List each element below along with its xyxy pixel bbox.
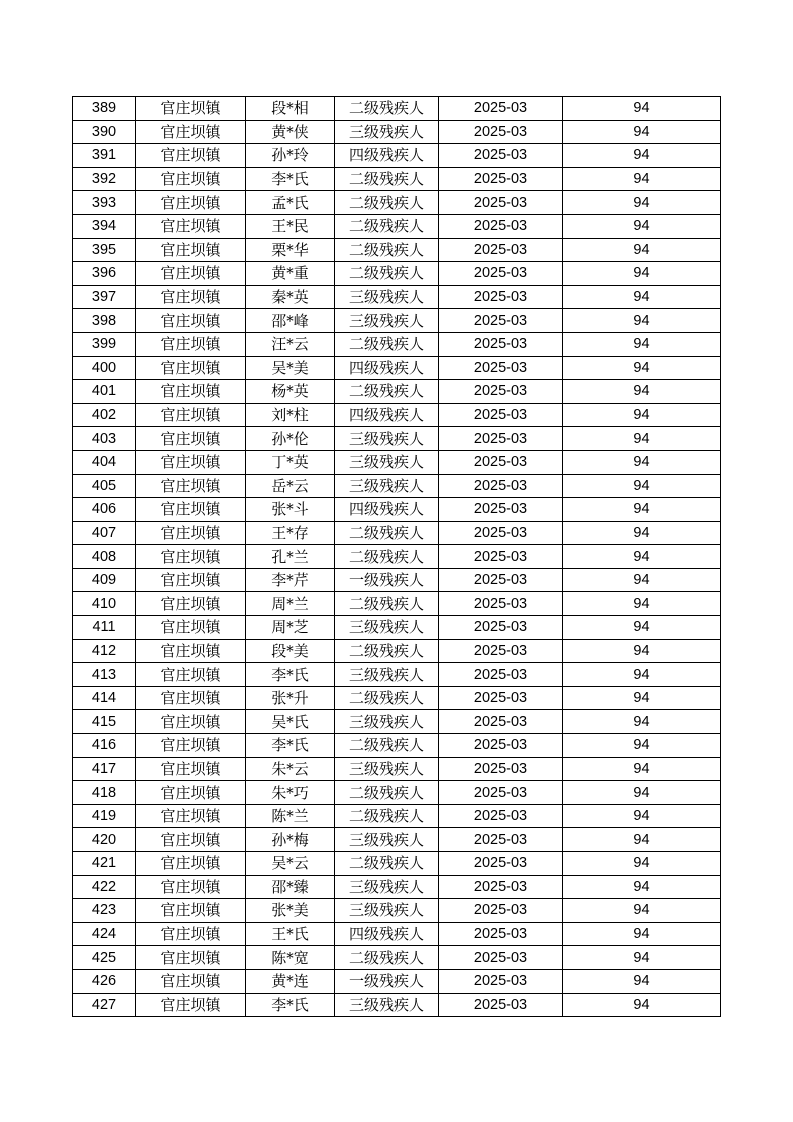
- township-cell: 官庄坝镇: [136, 262, 246, 286]
- row-number-cell: 397: [73, 285, 136, 309]
- table-row: [73, 993, 721, 1017]
- township-cell: 官庄坝镇: [136, 852, 246, 876]
- subsidy-amount-cell: 94: [563, 828, 721, 852]
- township-cell: 官庄坝镇: [136, 356, 246, 380]
- row-number-cell: 419: [73, 804, 136, 828]
- subsidy-amount-cell: 94: [563, 616, 721, 640]
- row-number-cell: 394: [73, 214, 136, 238]
- township-cell: 官庄坝镇: [136, 710, 246, 734]
- township-cell: 官庄坝镇: [136, 663, 246, 687]
- payment-month-cell: 2025-03: [439, 238, 563, 262]
- township-cell: 官庄坝镇: [136, 734, 246, 758]
- row-number-cell: 416: [73, 734, 136, 758]
- table-row: [73, 450, 721, 474]
- subsidy-amount-cell: 94: [563, 969, 721, 993]
- person-name-cell: 孙*玲: [246, 144, 335, 168]
- person-name-cell: 吴*氏: [246, 710, 335, 734]
- person-name-cell: 黄*重: [246, 262, 335, 286]
- table-row: [73, 663, 721, 687]
- township-cell: 官庄坝镇: [136, 238, 246, 262]
- table-row: [73, 474, 721, 498]
- person-name-cell: 李*氏: [246, 167, 335, 191]
- disability-level-cell: 二级残疾人: [335, 238, 439, 262]
- person-name-cell: 黄*侠: [246, 120, 335, 144]
- row-number-cell: 411: [73, 616, 136, 640]
- township-cell: 官庄坝镇: [136, 285, 246, 309]
- person-name-cell: 孙*伦: [246, 427, 335, 451]
- disability-level-cell: 二级残疾人: [335, 521, 439, 545]
- disability-level-cell: 三级残疾人: [335, 285, 439, 309]
- payment-month-cell: 2025-03: [439, 757, 563, 781]
- township-cell: 官庄坝镇: [136, 686, 246, 710]
- township-cell: 官庄坝镇: [136, 167, 246, 191]
- person-name-cell: 李*氏: [246, 993, 335, 1017]
- table-row: [73, 191, 721, 215]
- row-number-cell: 396: [73, 262, 136, 286]
- row-number-cell: 404: [73, 450, 136, 474]
- person-name-cell: 吴*美: [246, 356, 335, 380]
- subsidy-amount-cell: 94: [563, 120, 721, 144]
- subsidy-amount-cell: 94: [563, 734, 721, 758]
- township-cell: 官庄坝镇: [136, 757, 246, 781]
- subsidy-amount-cell: 94: [563, 450, 721, 474]
- subsidy-amount-cell: 94: [563, 332, 721, 356]
- township-cell: 官庄坝镇: [136, 309, 246, 333]
- person-name-cell: 李*氏: [246, 734, 335, 758]
- disability-level-cell: 一级残疾人: [335, 568, 439, 592]
- disability-level-cell: 四级残疾人: [335, 144, 439, 168]
- subsidy-amount-cell: 94: [563, 403, 721, 427]
- subsidy-amount-cell: 94: [563, 380, 721, 404]
- disability-level-cell: 二级残疾人: [335, 781, 439, 805]
- person-name-cell: 邵*臻: [246, 875, 335, 899]
- row-number-cell: 402: [73, 403, 136, 427]
- table-row: [73, 828, 721, 852]
- disability-level-cell: 二级残疾人: [335, 97, 439, 121]
- table-row: [73, 592, 721, 616]
- disability-level-cell: 二级残疾人: [335, 639, 439, 663]
- row-number-cell: 422: [73, 875, 136, 899]
- township-cell: 官庄坝镇: [136, 498, 246, 522]
- disability-level-cell: 二级残疾人: [335, 592, 439, 616]
- table-row: [73, 309, 721, 333]
- subsidy-amount-cell: 94: [563, 852, 721, 876]
- table-row: [73, 427, 721, 451]
- subsidy-amount-cell: 94: [563, 474, 721, 498]
- table-row: [73, 214, 721, 238]
- disability-level-cell: 二级残疾人: [335, 804, 439, 828]
- table-row: [73, 781, 721, 805]
- township-cell: 官庄坝镇: [136, 568, 246, 592]
- payment-month-cell: 2025-03: [439, 946, 563, 970]
- payment-month-cell: 2025-03: [439, 710, 563, 734]
- person-name-cell: 邵*峰: [246, 309, 335, 333]
- table-row: [73, 285, 721, 309]
- subsidy-amount-cell: 94: [563, 639, 721, 663]
- table-row: [73, 804, 721, 828]
- township-cell: 官庄坝镇: [136, 875, 246, 899]
- row-number-cell: 391: [73, 144, 136, 168]
- table-row: [73, 899, 721, 923]
- payment-month-cell: 2025-03: [439, 592, 563, 616]
- subsidy-amount-cell: 94: [563, 521, 721, 545]
- person-name-cell: 李*芹: [246, 568, 335, 592]
- township-cell: 官庄坝镇: [136, 545, 246, 569]
- person-name-cell: 张*美: [246, 899, 335, 923]
- township-cell: 官庄坝镇: [136, 639, 246, 663]
- township-cell: 官庄坝镇: [136, 427, 246, 451]
- disability-level-cell: 二级残疾人: [335, 852, 439, 876]
- disability-level-cell: 二级残疾人: [335, 332, 439, 356]
- subsidy-amount-cell: 94: [563, 262, 721, 286]
- township-cell: 官庄坝镇: [136, 97, 246, 121]
- township-cell: 官庄坝镇: [136, 804, 246, 828]
- person-name-cell: 秦*英: [246, 285, 335, 309]
- person-name-cell: 黄*连: [246, 969, 335, 993]
- table-row: [73, 568, 721, 592]
- payment-month-cell: 2025-03: [439, 969, 563, 993]
- payment-month-cell: 2025-03: [439, 474, 563, 498]
- township-cell: 官庄坝镇: [136, 144, 246, 168]
- table-row: [73, 757, 721, 781]
- row-number-cell: 415: [73, 710, 136, 734]
- payment-month-cell: 2025-03: [439, 356, 563, 380]
- row-number-cell: 398: [73, 309, 136, 333]
- disability-level-cell: 二级残疾人: [335, 734, 439, 758]
- disability-level-cell: 四级残疾人: [335, 922, 439, 946]
- payment-month-cell: 2025-03: [439, 686, 563, 710]
- payment-month-cell: 2025-03: [439, 568, 563, 592]
- subsidy-amount-cell: 94: [563, 498, 721, 522]
- row-number-cell: 420: [73, 828, 136, 852]
- payment-month-cell: 2025-03: [439, 545, 563, 569]
- township-cell: 官庄坝镇: [136, 828, 246, 852]
- person-name-cell: 陈*兰: [246, 804, 335, 828]
- disability-level-cell: 三级残疾人: [335, 616, 439, 640]
- payment-month-cell: 2025-03: [439, 663, 563, 687]
- row-number-cell: 400: [73, 356, 136, 380]
- disability-level-cell: 三级残疾人: [335, 757, 439, 781]
- payment-month-cell: 2025-03: [439, 734, 563, 758]
- payment-month-cell: 2025-03: [439, 214, 563, 238]
- disability-level-cell: 二级残疾人: [335, 167, 439, 191]
- payment-month-cell: 2025-03: [439, 380, 563, 404]
- table-row: [73, 616, 721, 640]
- person-name-cell: 段*相: [246, 97, 335, 121]
- disability-level-cell: 四级残疾人: [335, 498, 439, 522]
- disability-level-cell: 三级残疾人: [335, 710, 439, 734]
- table-row: [73, 734, 721, 758]
- row-number-cell: 414: [73, 686, 136, 710]
- row-number-cell: 408: [73, 545, 136, 569]
- disability-level-cell: 三级残疾人: [335, 899, 439, 923]
- row-number-cell: 423: [73, 899, 136, 923]
- subsidy-amount-cell: 94: [563, 309, 721, 333]
- disability-level-cell: 一级残疾人: [335, 969, 439, 993]
- table-row: [73, 521, 721, 545]
- payment-month-cell: 2025-03: [439, 285, 563, 309]
- table-row: [73, 167, 721, 191]
- subsidy-amount-cell: 94: [563, 922, 721, 946]
- row-number-cell: 393: [73, 191, 136, 215]
- township-cell: 官庄坝镇: [136, 521, 246, 545]
- person-name-cell: 岳*云: [246, 474, 335, 498]
- row-number-cell: 390: [73, 120, 136, 144]
- disability-level-cell: 三级残疾人: [335, 828, 439, 852]
- payment-month-cell: 2025-03: [439, 191, 563, 215]
- township-cell: 官庄坝镇: [136, 332, 246, 356]
- row-number-cell: 426: [73, 969, 136, 993]
- disability-level-cell: 三级残疾人: [335, 120, 439, 144]
- subsidy-amount-cell: 94: [563, 946, 721, 970]
- payment-month-cell: 2025-03: [439, 781, 563, 805]
- person-name-cell: 丁*英: [246, 450, 335, 474]
- subsidy-amount-cell: 94: [563, 592, 721, 616]
- person-name-cell: 段*美: [246, 639, 335, 663]
- table-row: [73, 498, 721, 522]
- disability-level-cell: 三级残疾人: [335, 474, 439, 498]
- table-row: [73, 238, 721, 262]
- payment-month-cell: 2025-03: [439, 120, 563, 144]
- subsidy-amount-cell: 94: [563, 993, 721, 1017]
- payment-month-cell: 2025-03: [439, 828, 563, 852]
- table-row: [73, 97, 721, 121]
- row-number-cell: 395: [73, 238, 136, 262]
- disability-level-cell: 二级残疾人: [335, 214, 439, 238]
- disability-level-cell: 四级残疾人: [335, 356, 439, 380]
- row-number-cell: 427: [73, 993, 136, 1017]
- subsidy-amount-cell: 94: [563, 427, 721, 451]
- payment-month-cell: 2025-03: [439, 922, 563, 946]
- table-row: [73, 639, 721, 663]
- row-number-cell: 403: [73, 427, 136, 451]
- row-number-cell: 389: [73, 97, 136, 121]
- disability-level-cell: 二级残疾人: [335, 191, 439, 215]
- township-cell: 官庄坝镇: [136, 403, 246, 427]
- table-row: [73, 144, 721, 168]
- table-row: [73, 969, 721, 993]
- township-cell: 官庄坝镇: [136, 899, 246, 923]
- payment-month-cell: 2025-03: [439, 262, 563, 286]
- row-number-cell: 410: [73, 592, 136, 616]
- table-row: [73, 946, 721, 970]
- township-cell: 官庄坝镇: [136, 474, 246, 498]
- subsidy-amount-cell: 94: [563, 663, 721, 687]
- person-name-cell: 王*存: [246, 521, 335, 545]
- disability-level-cell: 二级残疾人: [335, 686, 439, 710]
- table-row: [73, 332, 721, 356]
- person-name-cell: 张*斗: [246, 498, 335, 522]
- disability-level-cell: 四级残疾人: [335, 403, 439, 427]
- disability-level-cell: 三级残疾人: [335, 309, 439, 333]
- subsidy-amount-cell: 94: [563, 710, 721, 734]
- subsidy-amount-cell: 94: [563, 804, 721, 828]
- disability-subsidy-table: [72, 96, 721, 1017]
- person-name-cell: 朱*巧: [246, 781, 335, 805]
- row-number-cell: 392: [73, 167, 136, 191]
- payment-month-cell: 2025-03: [439, 521, 563, 545]
- person-name-cell: 张*升: [246, 686, 335, 710]
- subsidy-amount-cell: 94: [563, 285, 721, 309]
- subsidy-amount-cell: 94: [563, 545, 721, 569]
- table-row: [73, 262, 721, 286]
- payment-month-cell: 2025-03: [439, 309, 563, 333]
- person-name-cell: 孙*梅: [246, 828, 335, 852]
- township-cell: 官庄坝镇: [136, 214, 246, 238]
- payment-month-cell: 2025-03: [439, 167, 563, 191]
- payment-month-cell: 2025-03: [439, 450, 563, 474]
- row-number-cell: 401: [73, 380, 136, 404]
- person-name-cell: 吴*云: [246, 852, 335, 876]
- subsidy-amount-cell: 94: [563, 686, 721, 710]
- person-name-cell: 杨*英: [246, 380, 335, 404]
- payment-month-cell: 2025-03: [439, 804, 563, 828]
- table-row: [73, 545, 721, 569]
- person-name-cell: 朱*云: [246, 757, 335, 781]
- row-number-cell: 406: [73, 498, 136, 522]
- township-cell: 官庄坝镇: [136, 120, 246, 144]
- table-row: [73, 852, 721, 876]
- subsidy-amount-cell: 94: [563, 167, 721, 191]
- subsidy-amount-cell: 94: [563, 191, 721, 215]
- person-name-cell: 王*民: [246, 214, 335, 238]
- disability-level-cell: 三级残疾人: [335, 663, 439, 687]
- subsidy-amount-cell: 94: [563, 757, 721, 781]
- person-name-cell: 孔*兰: [246, 545, 335, 569]
- township-cell: 官庄坝镇: [136, 922, 246, 946]
- person-name-cell: 周*芝: [246, 616, 335, 640]
- row-number-cell: 399: [73, 332, 136, 356]
- township-cell: 官庄坝镇: [136, 946, 246, 970]
- person-name-cell: 李*氏: [246, 663, 335, 687]
- row-number-cell: 418: [73, 781, 136, 805]
- subsidy-amount-cell: 94: [563, 214, 721, 238]
- township-cell: 官庄坝镇: [136, 450, 246, 474]
- row-number-cell: 405: [73, 474, 136, 498]
- row-number-cell: 417: [73, 757, 136, 781]
- table-row: [73, 120, 721, 144]
- table-row: [73, 710, 721, 734]
- table-row: [73, 403, 721, 427]
- disability-level-cell: 二级残疾人: [335, 946, 439, 970]
- row-number-cell: 421: [73, 852, 136, 876]
- row-number-cell: 424: [73, 922, 136, 946]
- person-name-cell: 陈*宽: [246, 946, 335, 970]
- row-number-cell: 413: [73, 663, 136, 687]
- subsidy-amount-cell: 94: [563, 144, 721, 168]
- payment-month-cell: 2025-03: [439, 97, 563, 121]
- payment-month-cell: 2025-03: [439, 639, 563, 663]
- person-name-cell: 栗*华: [246, 238, 335, 262]
- disability-level-cell: 三级残疾人: [335, 875, 439, 899]
- disability-level-cell: 三级残疾人: [335, 427, 439, 451]
- table-body: [73, 97, 721, 1017]
- payment-month-cell: 2025-03: [439, 875, 563, 899]
- payment-month-cell: 2025-03: [439, 852, 563, 876]
- township-cell: 官庄坝镇: [136, 781, 246, 805]
- subsidy-amount-cell: 94: [563, 356, 721, 380]
- table-row: [73, 875, 721, 899]
- subsidy-amount-cell: 94: [563, 781, 721, 805]
- row-number-cell: 407: [73, 521, 136, 545]
- table-row: [73, 356, 721, 380]
- payment-month-cell: 2025-03: [439, 427, 563, 451]
- township-cell: 官庄坝镇: [136, 616, 246, 640]
- payment-month-cell: 2025-03: [439, 144, 563, 168]
- subsidy-amount-cell: 94: [563, 899, 721, 923]
- row-number-cell: 409: [73, 568, 136, 592]
- row-number-cell: 412: [73, 639, 136, 663]
- township-cell: 官庄坝镇: [136, 380, 246, 404]
- township-cell: 官庄坝镇: [136, 592, 246, 616]
- township-cell: 官庄坝镇: [136, 993, 246, 1017]
- disability-level-cell: 三级残疾人: [335, 450, 439, 474]
- person-name-cell: 王*氏: [246, 922, 335, 946]
- table-row: [73, 380, 721, 404]
- subsidy-amount-cell: 94: [563, 238, 721, 262]
- disability-level-cell: 二级残疾人: [335, 262, 439, 286]
- person-name-cell: 汪*云: [246, 332, 335, 356]
- table-row: [73, 686, 721, 710]
- person-name-cell: 周*兰: [246, 592, 335, 616]
- township-cell: 官庄坝镇: [136, 969, 246, 993]
- row-number-cell: 425: [73, 946, 136, 970]
- disability-level-cell: 二级残疾人: [335, 545, 439, 569]
- disability-level-cell: 三级残疾人: [335, 993, 439, 1017]
- payment-month-cell: 2025-03: [439, 899, 563, 923]
- subsidy-amount-cell: 94: [563, 875, 721, 899]
- payment-month-cell: 2025-03: [439, 332, 563, 356]
- payment-month-cell: 2025-03: [439, 993, 563, 1017]
- payment-month-cell: 2025-03: [439, 498, 563, 522]
- person-name-cell: 刘*柱: [246, 403, 335, 427]
- subsidy-amount-cell: 94: [563, 97, 721, 121]
- person-name-cell: 孟*氏: [246, 191, 335, 215]
- subsidy-amount-cell: 94: [563, 568, 721, 592]
- township-cell: 官庄坝镇: [136, 191, 246, 215]
- disability-level-cell: 二级残疾人: [335, 380, 439, 404]
- payment-month-cell: 2025-03: [439, 616, 563, 640]
- table-row: [73, 922, 721, 946]
- payment-month-cell: 2025-03: [439, 403, 563, 427]
